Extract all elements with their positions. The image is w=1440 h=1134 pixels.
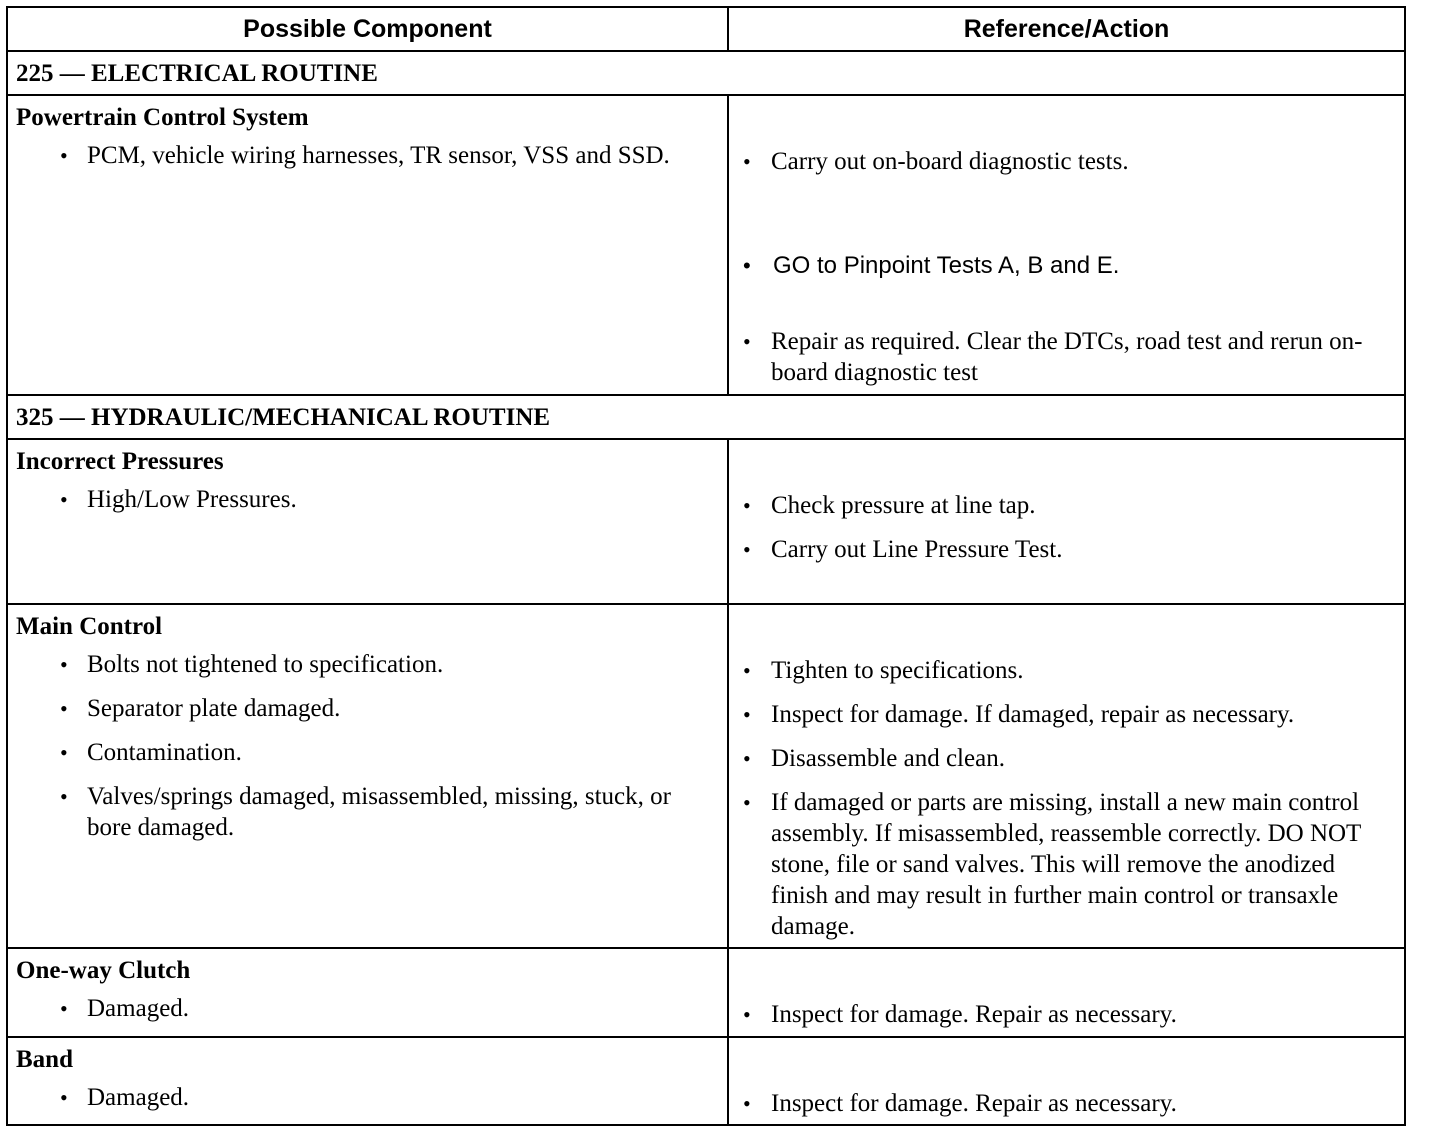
- component-text: Contamination.: [87, 739, 242, 766]
- component-text: Separator plate damaged.: [87, 695, 341, 722]
- bullet-icon: •: [743, 658, 751, 683]
- bullet-icon: •: [60, 652, 68, 677]
- group-title: Band: [16, 1046, 73, 1073]
- component-item: [8, 781, 727, 843]
- component-item: [8, 649, 727, 680]
- bullet-icon: •: [743, 149, 751, 174]
- action-item: [729, 146, 1404, 177]
- group-title: One-way Clutch: [16, 957, 191, 984]
- bullet-icon: •: [743, 1002, 751, 1027]
- action-cell: [728, 1037, 1405, 1125]
- bullet-icon: •: [743, 1091, 751, 1116]
- component-text: High/Low Pressures.: [87, 486, 297, 513]
- component-item: [8, 993, 727, 1024]
- component-item: [8, 693, 727, 724]
- component-text: Damaged.: [87, 995, 190, 1022]
- group-title: Main Control: [16, 613, 163, 640]
- component-cell: [7, 948, 728, 1037]
- bullet-icon: •: [60, 487, 68, 512]
- group-row: [7, 439, 1405, 604]
- group-row: [7, 1037, 1405, 1125]
- bullet-icon: •: [60, 996, 68, 1021]
- group-title: Incorrect Pressures: [16, 448, 224, 475]
- bullet-icon: •: [743, 253, 751, 278]
- action-item: [729, 534, 1404, 565]
- component-text: Valves/springs damaged, misassembled, missing, stuck, or bore damaged.: [87, 783, 671, 841]
- bullet-icon: •: [743, 746, 751, 771]
- header-possible-component: Possible Component: [7, 7, 728, 51]
- action-item: [729, 699, 1404, 730]
- bullet-icon: •: [743, 329, 751, 354]
- action-item: [729, 787, 1404, 942]
- component-cell: [7, 439, 728, 604]
- component-item: [8, 1082, 727, 1113]
- action-text: Inspect for damage. Repair as necessary.: [771, 1001, 1177, 1028]
- bullet-icon: •: [743, 702, 751, 727]
- bullet-icon: •: [743, 790, 751, 815]
- component-text: PCM, vehicle wiring harnesses, TR sensor, VSS and SSD.: [87, 142, 670, 169]
- action-item: [729, 1088, 1404, 1119]
- diagnostic-table: [6, 6, 1406, 1126]
- bullet-icon: •: [60, 1085, 68, 1110]
- group-title: Powertrain Control System: [16, 104, 309, 131]
- section-row: [7, 51, 1405, 95]
- component-cell: [7, 1037, 728, 1125]
- header-row: [7, 7, 1405, 51]
- group-row: [7, 948, 1405, 1037]
- action-text: Check pressure at line tap.: [771, 492, 1036, 519]
- action-text: Inspect for damage. Repair as necessary.: [771, 1090, 1177, 1117]
- action-text: Repair as required. Clear the DTCs, road test and rerun on-board diagnostic test: [771, 328, 1363, 386]
- action-item: [729, 999, 1404, 1030]
- action-item: [729, 326, 1404, 388]
- component-item: [8, 737, 727, 768]
- group-row: [7, 604, 1405, 948]
- section-title: 225 — ELECTRICAL ROUTINE: [7, 51, 1405, 95]
- section-title: 325 — HYDRAULIC/MECHANICAL ROUTINE: [7, 395, 1405, 439]
- bullet-icon: •: [60, 143, 68, 168]
- action-text: Carry out on-board diagnostic tests.: [771, 148, 1129, 175]
- component-text: Bolts not tightened to specification.: [87, 651, 444, 678]
- section-row: [7, 395, 1405, 439]
- bullet-icon: •: [60, 784, 68, 809]
- action-item: [729, 655, 1404, 686]
- action-cell: [728, 604, 1405, 948]
- action-text: GO to Pinpoint Tests A, B and E.: [773, 252, 1120, 279]
- action-item: [729, 250, 1404, 281]
- bullet-icon: •: [60, 696, 68, 721]
- action-cell: [728, 439, 1405, 604]
- action-text: Carry out Line Pressure Test.: [771, 536, 1063, 563]
- action-text: Inspect for damage. If damaged, repair as necessary.: [771, 701, 1295, 728]
- bullet-icon: •: [743, 493, 751, 518]
- action-cell: [728, 95, 1405, 395]
- bullet-icon: •: [60, 740, 68, 765]
- bullet-icon: •: [743, 537, 751, 562]
- action-cell: [728, 948, 1405, 1037]
- component-cell: [7, 604, 728, 948]
- header-reference-action: Reference/Action: [728, 7, 1405, 51]
- action-item: [729, 490, 1404, 521]
- component-cell: [7, 95, 728, 395]
- component-text: Damaged.: [87, 1084, 190, 1111]
- action-text: Disassemble and clean.: [771, 745, 1005, 772]
- group-row: [7, 95, 1405, 395]
- action-text: Tighten to specifications.: [771, 657, 1024, 684]
- action-item: [729, 743, 1404, 774]
- component-item: [8, 484, 727, 515]
- component-item: [8, 140, 727, 171]
- action-text: If damaged or parts are missing, install a new main control assembly. If misassembled, reassemble correctly. DO NOT stone, file or sand valves. This will remove the anodized finish and may result in further main control or transaxle damage.: [771, 789, 1361, 940]
